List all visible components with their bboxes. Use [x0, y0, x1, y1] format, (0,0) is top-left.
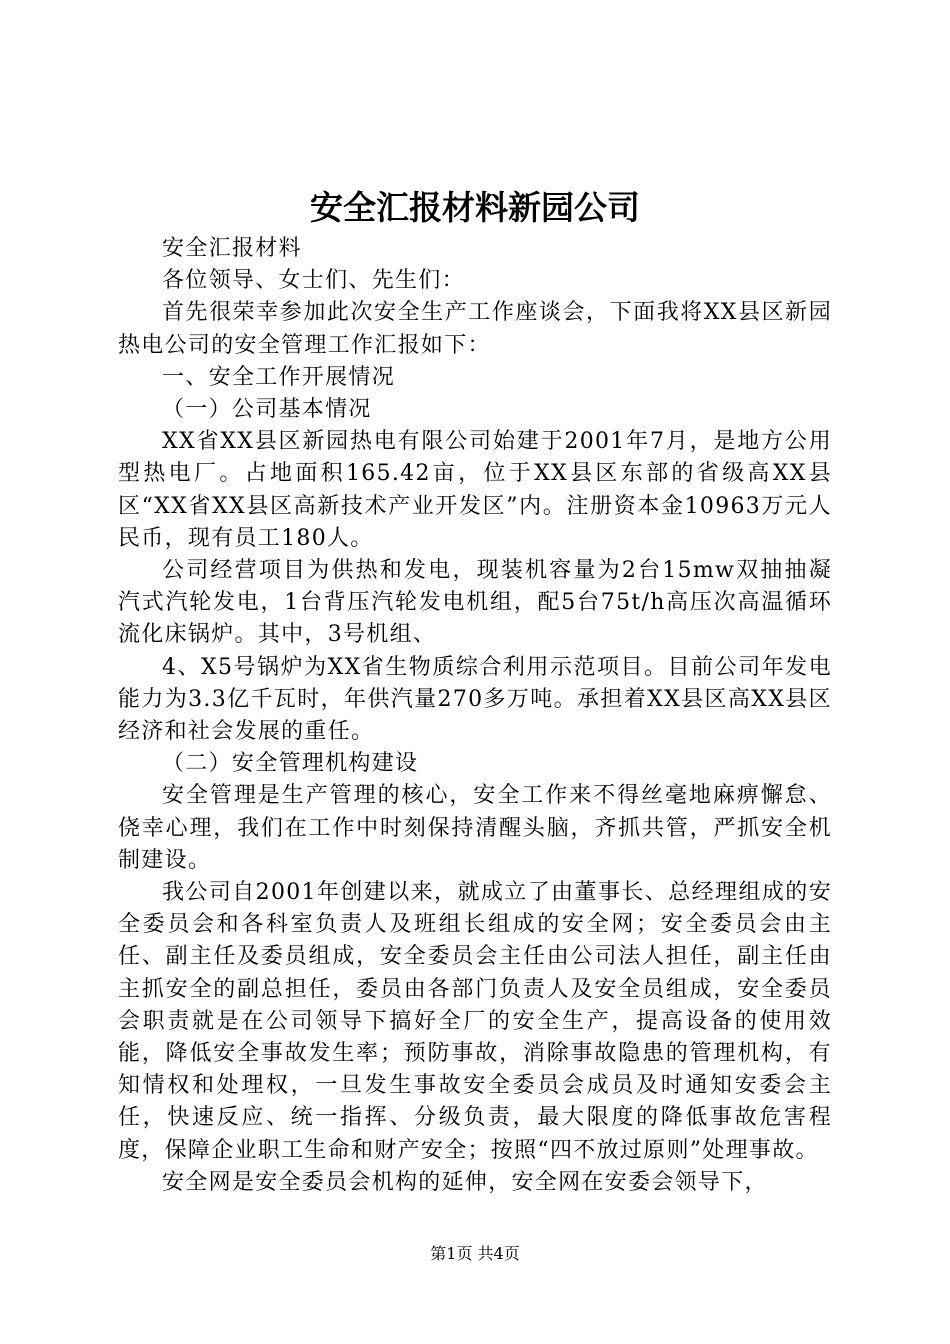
subsection-heading: （一）公司基本情况	[162, 397, 372, 423]
paragraph: 我公司自2001年创建以来，就成立了由董事长、总经理组成的安全委员会和各科室负责人及班组长组成的安全网；安全委员会由主任、副主任及委员组成，安全委员会主任由公司法人担任，副主任由主抓安全的副总担任，委员由各部门负责人及安全员组成，安全委员会职责就是在公司领导下搞好全厂的安全生产，提高设备的使用效能，降低安全事故发生率；预防事故，消除事故隐患的管理机构，有知情权和处理权，一旦发生事故安全委员会成员及时通知安委会主任，快速反应、统一指挥、分级负责，最大限度的降低事故危害程度，保障企业职工生命和财产安全；按照“四不放过原则”处理事故。	[118, 880, 832, 1163]
paragraph: 安全管理是生产管理的核心，安全工作来不得丝毫地麻痹懈怠、侥幸心理，我们在工作中时刻保持清醒头脑，齐抓共管，严抓安全机制建设。	[118, 783, 832, 873]
page-footer: 第1页 共4页	[430, 1244, 520, 1263]
paragraph: 4、X5号锅炉为XX省生物质综合利用示范项目。目前公司年发电能力为3.3亿千瓦时，年供汽量270多万吨。承担着XX县区高XX县区经济和社会发展的重任。	[118, 654, 832, 745]
section-heading: 一、安全工作开展情况	[162, 364, 396, 390]
paragraph: 各位领导、女士们、先生们：	[162, 268, 465, 294]
subsection-heading: （二）安全管理机构建设	[162, 751, 419, 777]
document-title: 安全汇报材料新园公司	[310, 188, 640, 227]
document-body	[118, 233, 832, 1199]
paragraph: 首先很荣幸参加此次安全生产工作座谈会，下面我将XX县区新园热电公司的安全管理工作汇报如下：	[118, 300, 832, 358]
paragraph: 安全汇报材料	[162, 236, 302, 261]
paragraph: XX省XX县区新园热电有限公司始建于2001年7月，是地方公用型热电厂。占地面积165.42亩，位于XX县区东部的省级高XX县区“XX省XX县区高新技术产业开发区”内。注册资本金10963万元人民币，现有员工180人。	[118, 429, 832, 551]
paragraph: 公司经营项目为供热和发电，现装机容量为2台15mw双抽抽凝汽式汽轮发电，1台背压汽轮发电机组，配5台75t/h高压次高温循环流化床锅炉。其中，3号机组、	[118, 558, 832, 648]
paragraph: 安全网是安全委员会机构的延伸，安全网在安委会领导下，	[162, 1169, 768, 1195]
